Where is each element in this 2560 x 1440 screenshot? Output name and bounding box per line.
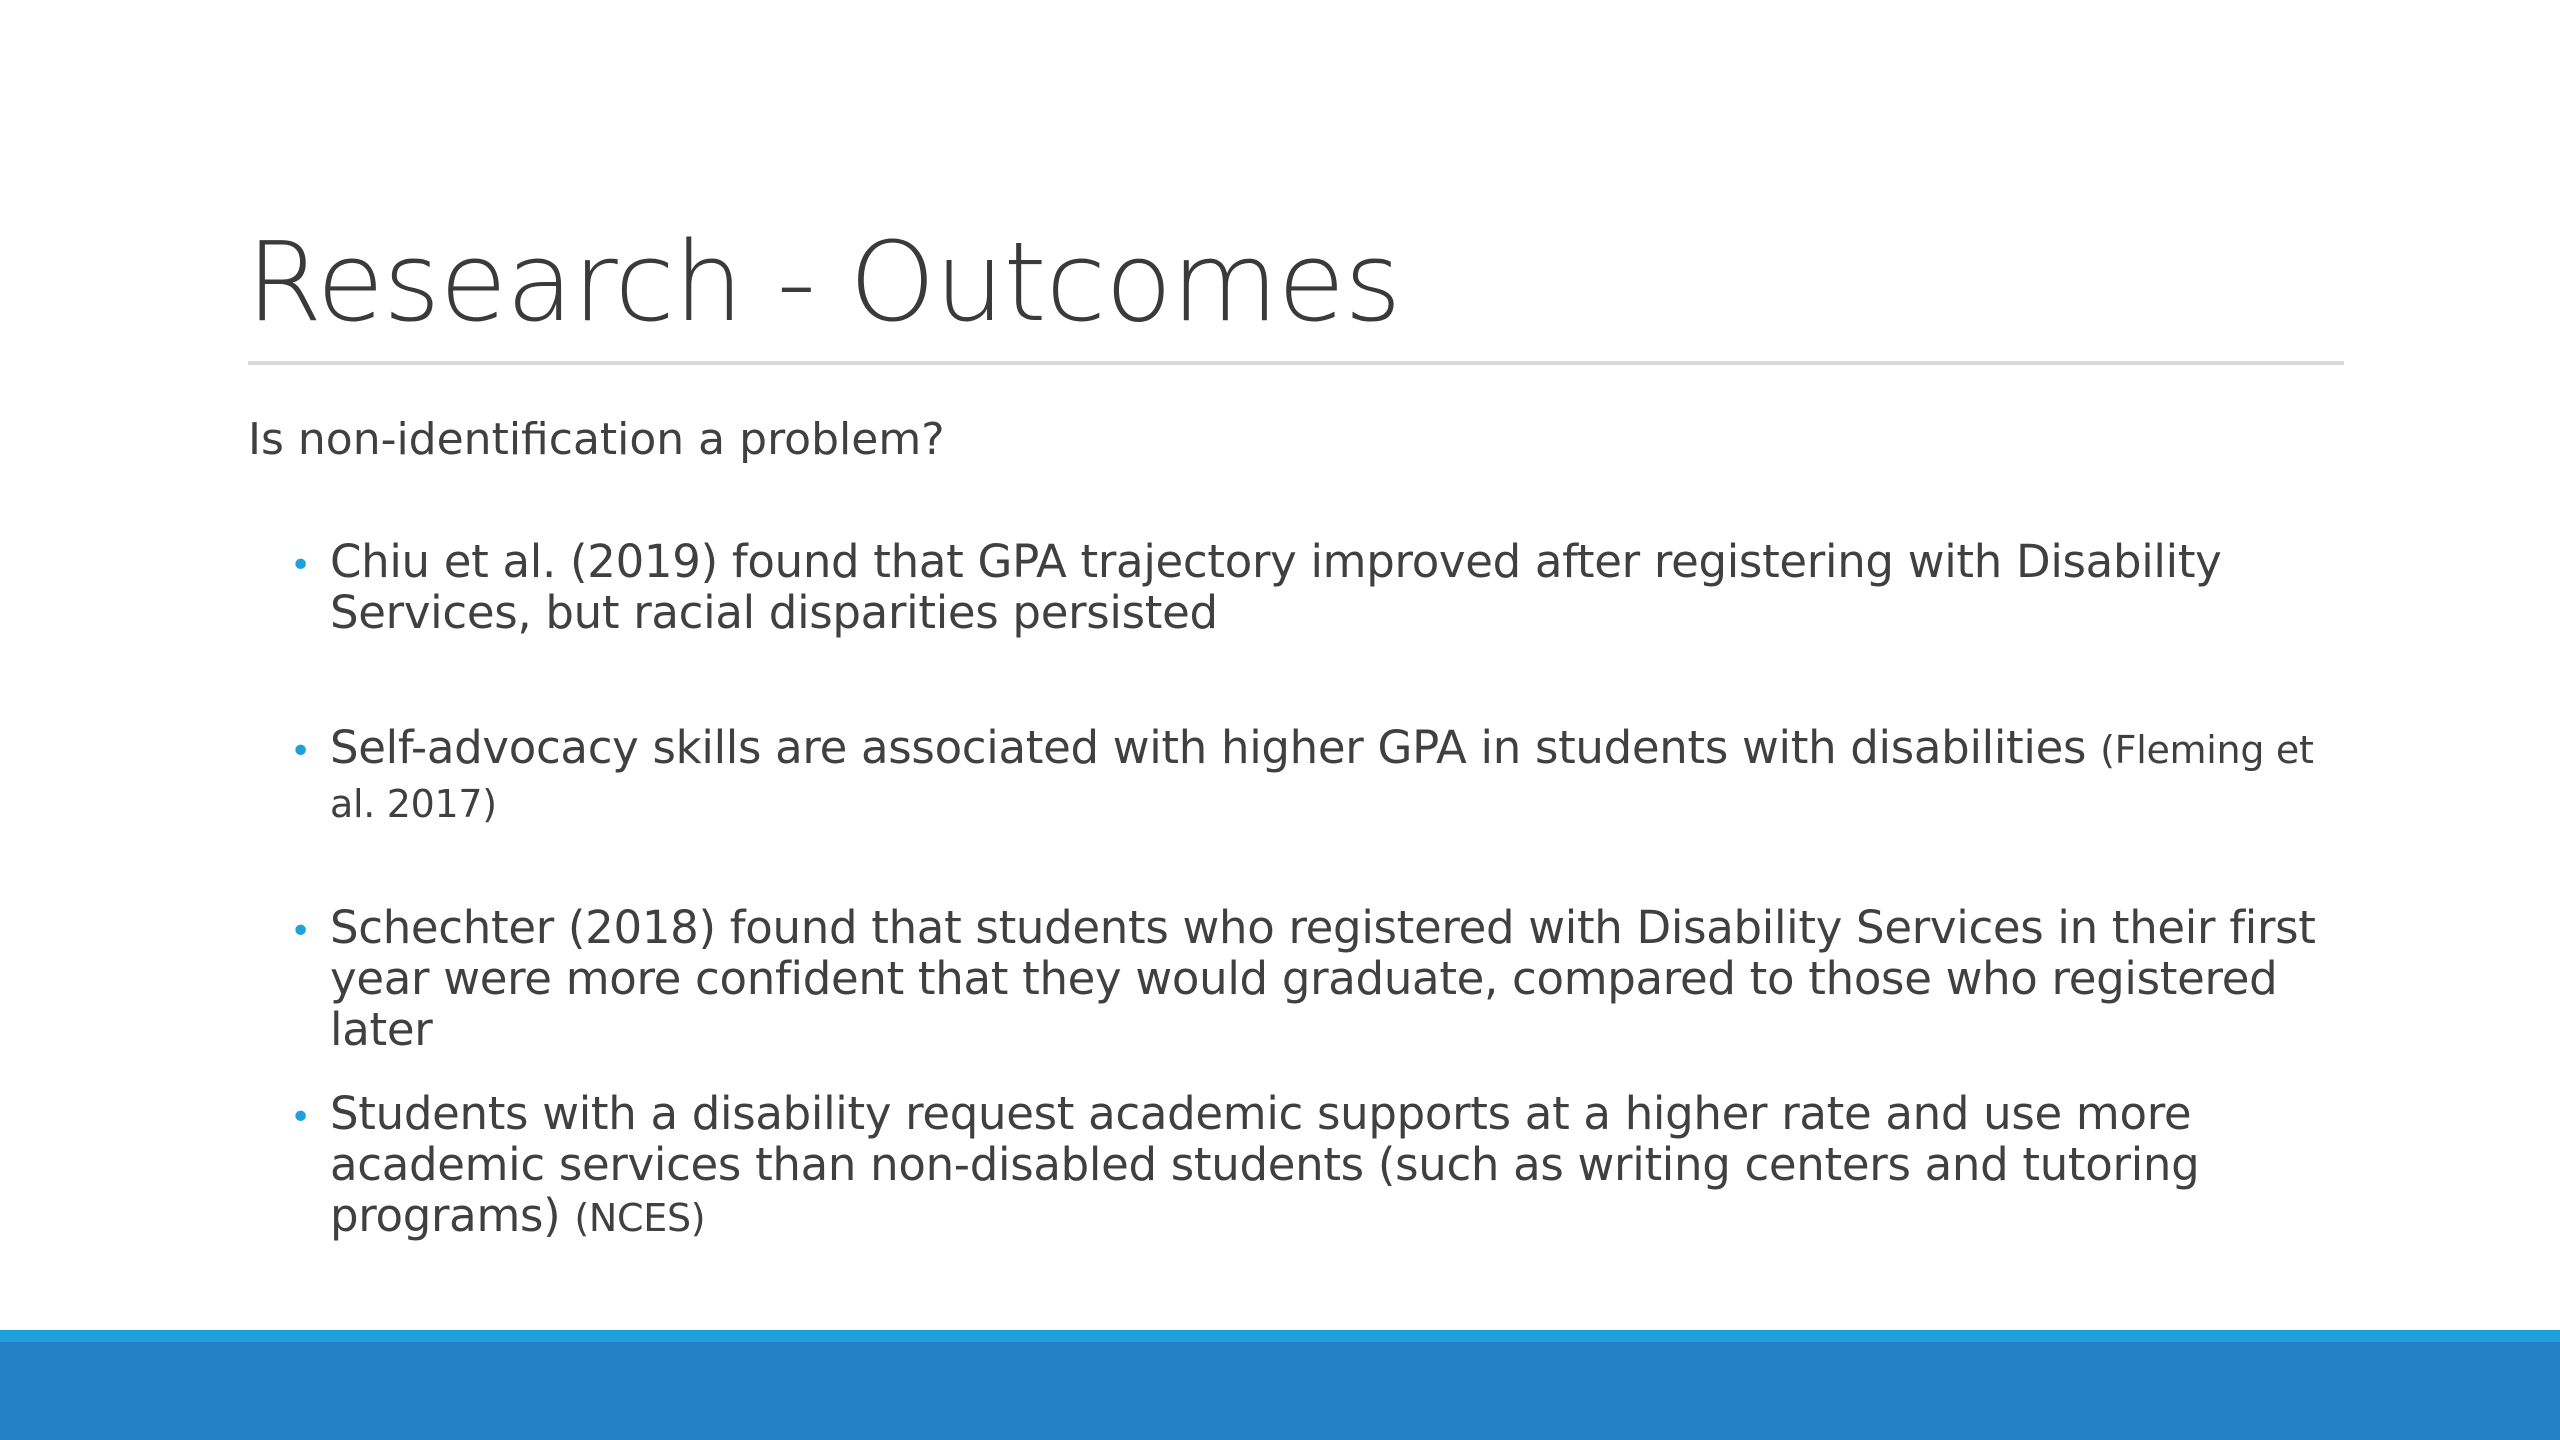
bullet-body: Self-advocacy skills are associated with higher GPA in students with disabilities bbox=[330, 721, 2101, 774]
slide-question: Is non-identification a problem? bbox=[248, 414, 945, 465]
bullet-item bbox=[290, 902, 2370, 1058]
bullet-citation: (NCES) bbox=[574, 1196, 706, 1240]
bullet-dot-icon: • bbox=[290, 1097, 312, 1138]
bullet-text bbox=[330, 902, 2370, 1058]
bullet-text bbox=[330, 536, 2370, 641]
bullet-body: Chiu et al. (2019) found that GPA trajectory improved after registering with Disability Services, but racial disparities persisted bbox=[330, 535, 2222, 639]
bullet-item bbox=[290, 536, 2370, 641]
bullet-text bbox=[330, 722, 2370, 830]
bullet-item bbox=[290, 722, 2370, 830]
bullet-citation: (Fleming et al. 2017) bbox=[330, 728, 2314, 826]
bullet-dot-icon: • bbox=[290, 731, 312, 772]
footer-accent-stripe bbox=[0, 1330, 2560, 1342]
bullet-dot-icon: • bbox=[290, 911, 312, 952]
bullet-body: Students with a disability request academic supports at a higher rate and use more academic services than non-disabled students (such as writing centers and tutoring programs) bbox=[330, 1087, 2200, 1242]
bullet-body: Schechter (2018) found that students who registered with Disability Services in their first year were more confident that they would graduate, compared to those who registered later bbox=[330, 901, 2316, 1056]
title-divider bbox=[248, 361, 2344, 365]
slide-title: Research - Outcomes bbox=[246, 218, 1401, 346]
footer-bar bbox=[0, 1342, 2560, 1440]
bullet-item bbox=[290, 1088, 2370, 1244]
bullet-dot-icon: • bbox=[290, 545, 312, 586]
bullet-text bbox=[330, 1088, 2370, 1244]
